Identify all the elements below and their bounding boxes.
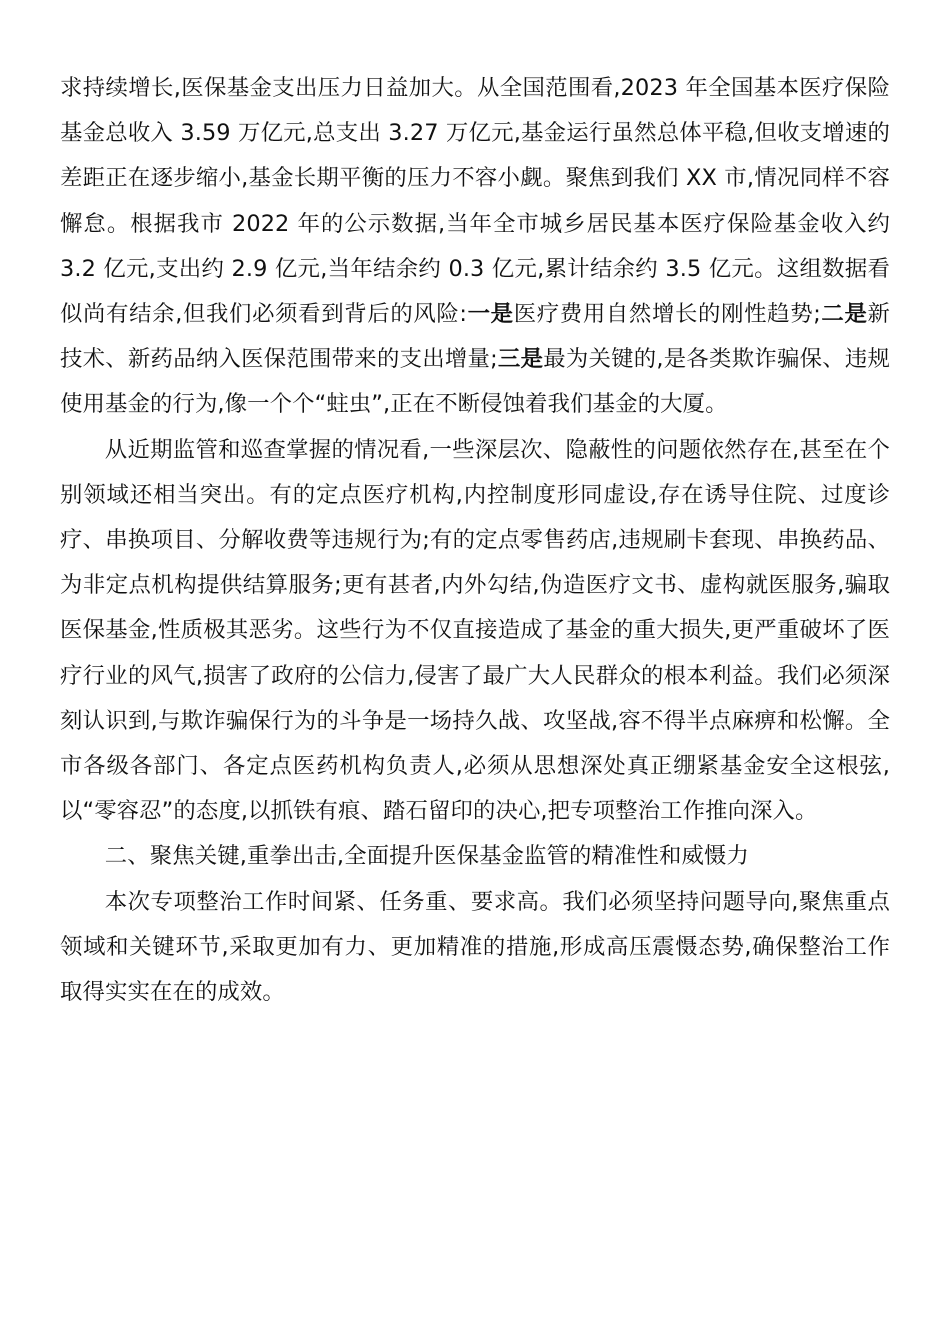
document-page <box>60 66 890 1015</box>
risk-text-three: 最为关键的,是各类欺诈骗保、违规使用基金的行为,像一个个“蛀虫”,正在不断侵蚀着我们基金的大厦。 <box>60 346 891 418</box>
section-heading-two: 二、聚焦关键,重拳出击,全面提升医保基金监管的精准性和威慑力 <box>104 843 749 870</box>
risk-text-one: 医疗费用自然增长的刚性趋势; <box>513 301 821 328</box>
risk-label-two: 二是 <box>820 301 868 328</box>
paragraph-fund-risk <box>60 66 890 428</box>
risk-label-one: 一是 <box>467 301 514 328</box>
risk-label-three: 三是 <box>497 346 544 373</box>
risk-text-two: 新技术、新药品纳入医保范围带来的支出增量; <box>60 301 891 373</box>
paragraph-rectification-intro: 本次专项整治工作时间紧、任务重、要求高。我们必须坚持问题导向,聚焦重点领域和关键环节,采取更加有力、更加精准的措施,形成高压震慑态势,确保整治工作取得实实在在的成效。 <box>60 888 890 1006</box>
paragraph-intro-text: 求持续增长,医保基金支出压力日益加大。从全国范围看,2023 年全国基本医疗保险基金总收入 3.59 万亿元,总支出 3.27 万亿元,基金运行虽然总体平稳,但收支增速的差距正在逐步缩小,基金长期平衡的压力不容小觑。聚焦到我们 XX 市,情况同样不容懈怠。根据我市 2022 年的公示数据,当年全市城乡居民基本医疗保险基金收入约 3.2 亿元,支出约 2.9 亿元,当年结余约 0.3 亿元,累计结余约 3.5 亿元。这组数据看似尚有结余,但我们必须看到背后的风险: <box>60 75 890 328</box>
paragraph-supervision-findings: 从近期监管和巡查掌握的情况看,一些深层次、隐蔽性的问题依然存在,甚至在个别领域还相当突出。有的定点医疗机构,内控制度形同虚设,存在诱导住院、过度诊疗、串换项目、分解收费等违规行为;有的定点零售药店,违规刷卡套现、串换药品、为非定点机构提供结算服务;更有甚者,内外勾结,伪造医疗文书、虚构就医服务,骗取医保基金,性质极其恶劣。这些行为不仅直接造成了基金的重大损失,更严重破坏了医疗行业的风气,损害了政府的公信力,侵害了最广大人民群众的根本利益。我们必须深刻认识到,与欺诈骗保行为的斗争是一场持久战、攻坚战,容不得半点麻痹和松懈。全市各级各部门、各定点医药机构负责人,必须从思想深处真正绷紧基金安全这根弦,以“零容忍”的态度,以抓铁有痕、踏石留印的决心,把专项整治工作推向深入。 <box>60 436 890 825</box>
